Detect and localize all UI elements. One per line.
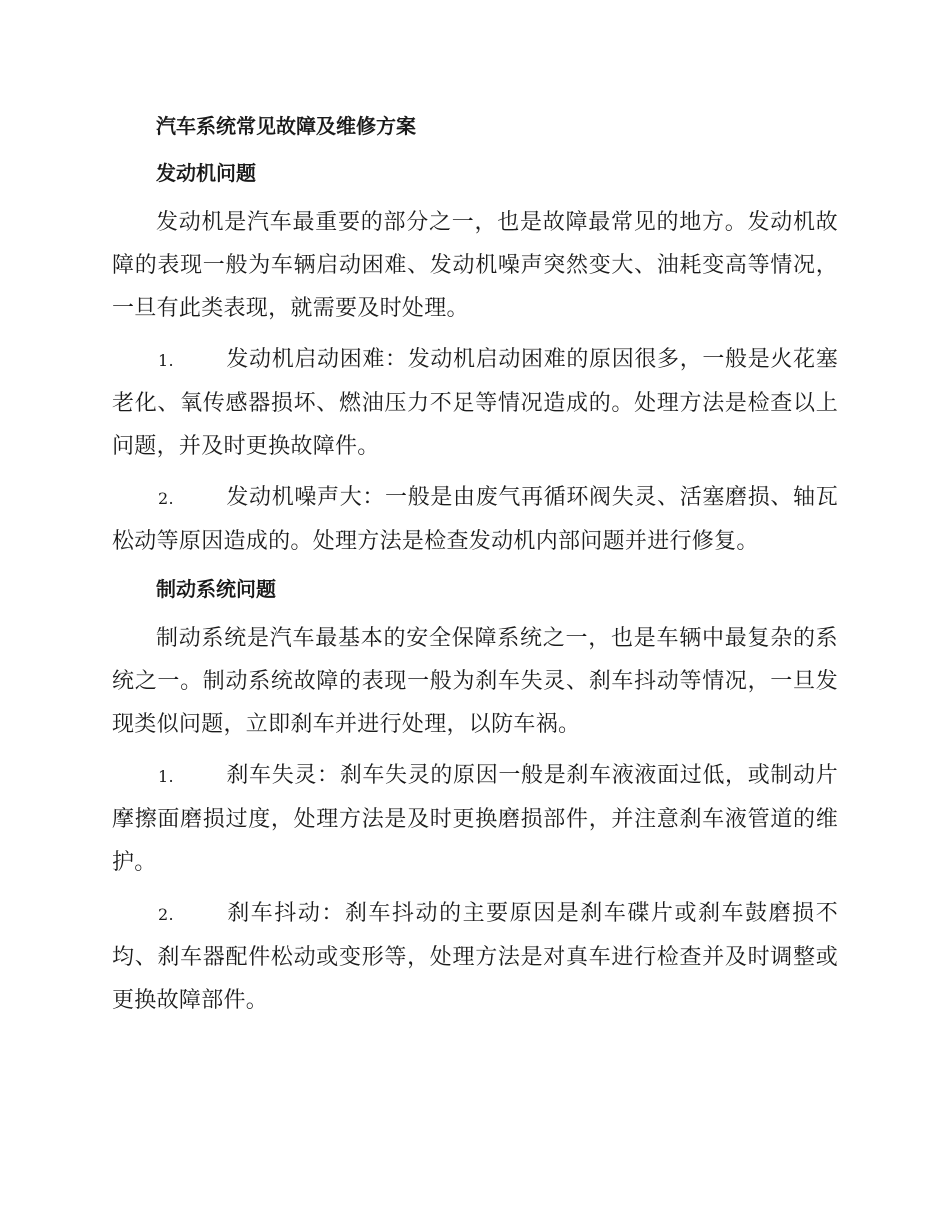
list-number: 1.	[158, 767, 174, 786]
list-item-text: 刹车抖动：刹车抖动的主要原因是刹车碟片或刹车鼓磨损不均、刹车器配件松动或变形等，处理方法是对真车进行检查并及时调整或更换故障部件。	[112, 901, 838, 1013]
section-intro-brakes: 制动系统是汽车最基本的安全保障系统之一，也是车辆中最复杂的系统之一。制动系统故障的表现一般为刹车失灵、刹车抖动等情况，一旦发现类似问题，立即刹车并进行处理，以防车祸。	[112, 626, 838, 737]
list-item-text: 刹车失灵：刹车失灵的原因一般是刹车液液面过低，或制动片摩擦面磨损过度，处理方法是及时更换磨损部件，并注意刹车液管道的维护。	[112, 763, 838, 875]
list-number: 2.	[158, 489, 174, 508]
list-item	[112, 476, 838, 563]
list-number: 1.	[158, 351, 174, 370]
list-number: 2.	[158, 905, 174, 924]
section-heading-brakes: 制动系统问题	[156, 577, 276, 601]
section-intro-engine: 发动机是汽车最重要的部分之一，也是故障最常见的地方。发动机故障的表现一般为车辆启动困难、发动机噪声突然变大、油耗变高等情况，一旦有此类表现，就需要及时处理。	[112, 210, 838, 321]
section-heading-engine: 发动机问题	[156, 161, 256, 185]
document-title: 汽车系统常见故障及维修方案	[156, 114, 416, 138]
list-item-text: 发动机噪声大：一般是由废气再循环阀失灵、活塞磨损、轴瓦松动等原因造成的。处理方法是检查发动机内部问题并进行修复。	[112, 485, 838, 554]
list-item	[112, 338, 838, 468]
list-item-text: 发动机启动困难：发动机启动困难的原因很多，一般是火花塞老化、氧传感器损坏、燃油压力不足等情况造成的。处理方法是检查以上问题，并及时更换故障件。	[112, 347, 838, 459]
list-item	[112, 754, 838, 884]
document-body	[112, 108, 838, 1030]
list-item	[112, 892, 838, 1022]
